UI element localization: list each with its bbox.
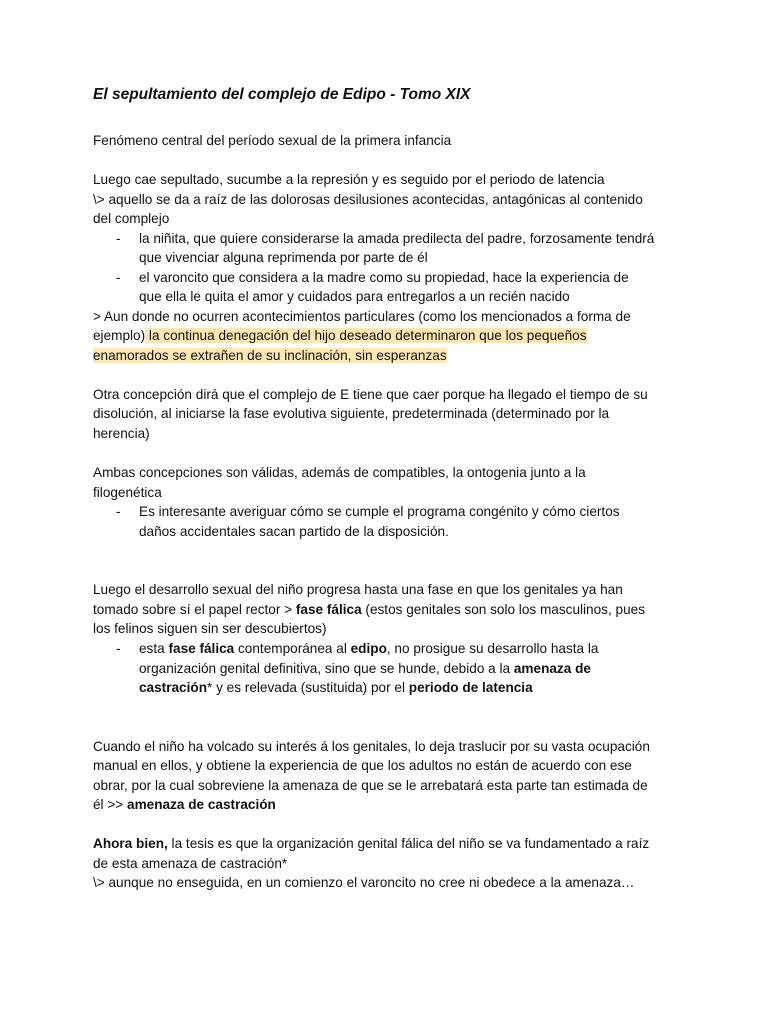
paragraph-line: > Aun donde no ocurren acontecimientos particulares (como los mencionados a forma de [93, 309, 631, 324]
bold-term: periodo de latencia [408, 680, 533, 695]
bold-term: Ahora bien, [93, 836, 168, 851]
paragraph-line [93, 834, 649, 853]
bullet-line [139, 678, 533, 697]
paragraph-line [93, 795, 276, 814]
bold-term: fase fálica [295, 602, 362, 617]
paragraph-line: filogenética [93, 485, 162, 500]
bold-term: edipo [350, 641, 387, 656]
bullet-dash: - [116, 504, 121, 519]
text-run: * y es relevada (sustituida) por el [207, 680, 409, 695]
paragraph-line: Luego cae sepultado, sucumbe a la represión y es seguido por el periodo de latencia [93, 172, 605, 187]
bold-term: amenaza de [513, 661, 591, 676]
bullet-line: la niñita, que quiere considerarse la amada predilecta del padre, forzosamente tendrá [139, 231, 655, 246]
text-run: tomado sobre sí el papel rector > [93, 602, 296, 617]
bullet-dash: - [116, 231, 121, 246]
document-title: El sepultamiento del complejo de Edipo - Tomo XIX [93, 86, 471, 103]
text-run: la tesis es que la organización genital fálica del niño se va fundamentado a raíz [167, 836, 650, 851]
bullet-line: el varoncito que considera a la madre como su propiedad, hace la experiencia de [139, 270, 629, 285]
bold-term: fase fálica [168, 641, 235, 656]
paragraph-line: obrar, por la cual sobreviene la amenaza de que se le arrebatará esta parte tan estimada de [93, 778, 648, 793]
bullet-line [139, 659, 591, 678]
paragraph-line: Otra concepción dirá que el complejo de E tiene que caer porque ha llegado el tiempo de su [93, 387, 648, 402]
paragraph-line: del complejo [93, 211, 170, 226]
text-run: contemporánea al [234, 641, 351, 656]
paragraph-line: herencia) [93, 426, 150, 441]
paragraph-line: disolución, al iniciarse la fase evolutiva siguiente, predeterminada (determinado por la [93, 406, 610, 421]
paragraph-line: de esta amenaza de castración* [93, 856, 288, 871]
bullet-line [139, 639, 598, 658]
bullet-line: que ella le quita el amor y cuidados para entregarlos a un recién nacido [139, 289, 570, 304]
paragraph-line: Fenómeno central del período sexual de la primera infancia [93, 133, 452, 148]
paragraph-line: \> aunque no enseguida, en un comienzo el varoncito no cree ni obedece a la amenaza… [93, 875, 635, 890]
paragraph-line: los felinos siguen sin ser descubiertos) [93, 621, 327, 636]
bold-term: castración [139, 680, 208, 695]
text-run: ejemplo) [93, 328, 146, 343]
text-run: organización genital definitiva, sino que se hunde, debido a la [139, 661, 514, 676]
bullet-dash: - [116, 641, 121, 656]
bold-term: amenaza de castración [127, 797, 276, 812]
paragraph-line [93, 326, 587, 345]
highlighted-text: la continua denegación del hijo deseado determinaron que los pequeños [145, 328, 587, 343]
paragraph-line [93, 346, 447, 365]
paragraph-line: \> aquello se da a raíz de las dolorosas desilusiones acontecidas, antagónicas al contenido [93, 192, 643, 207]
text-run: él >> [93, 797, 128, 812]
paragraph-line: Ambas concepciones son válidas, además de compatibles, la ontogenia junto a la [93, 465, 586, 480]
bullet-line: Es interesante averiguar cómo se cumple el programa congénito y cómo ciertos [139, 504, 620, 519]
bullet-line: daños accidentales sacan partido de la disposición. [139, 524, 449, 539]
bullet-dash: - [116, 270, 121, 285]
bullet-line: que vivenciar alguna reprimenda por parte de él [139, 250, 428, 265]
text-run: , no prosigue su desarrollo hasta la [386, 641, 599, 656]
paragraph-line: Luego el desarrollo sexual del niño progresa hasta una fase en que los genitales ya han [93, 582, 623, 597]
paragraph-line: manual en ellos, y obtiene la experiencia de que los adultos no están de acuerdo con ese [93, 758, 632, 773]
highlighted-text: enamorados se extrañen de su inclinación, sin esperanzas [93, 348, 447, 363]
text-run: (estos genitales son solo los masculinos, pues [361, 602, 645, 617]
text-run: esta [139, 641, 169, 656]
paragraph-line [93, 600, 645, 619]
paragraph-line: Cuando el niño ha volcado su interés á los genitales, lo deja traslucir por su vasta ocupación [93, 739, 650, 754]
